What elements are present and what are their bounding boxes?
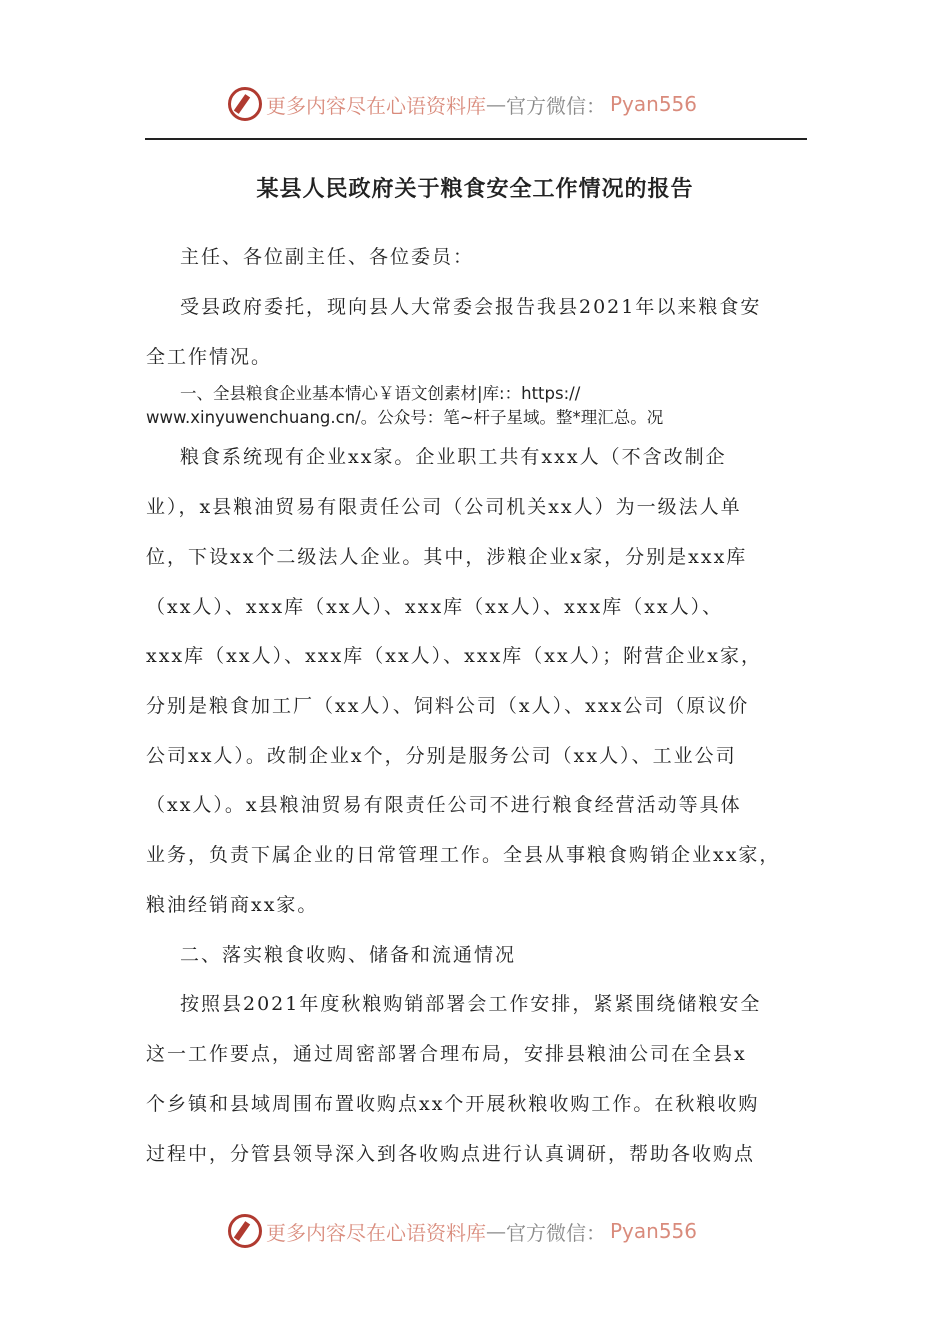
paragraph-line: 分别是粮食加工厂（xx人）、饲料公司（x人）、xxx公司（原议价 [146,695,750,717]
paragraph-line: xxx库（xx人）、xxx库（xx人）、xxx库（xx人）；附营企业x家， [146,645,762,667]
watermark-label: 官方微信： [506,1220,606,1245]
section-heading-2: 二、落实粮食收购、储备和流通情况 [180,944,517,966]
watermark-brand: 更多内容尽在心语资料库 [266,93,486,118]
paragraph-line: 业务，负责下属企业的日常管理工作。全县从事粮食购销企业xx家， [146,844,781,866]
section-heading-1: 一、全县粮食企业基本情心￥语文创素材|库:：https:// [180,384,581,403]
paragraph-line: （xx人）、xxx库（xx人）、xxx库（xx人）、xxx库（xx人）、 [146,596,724,618]
watermark-sep: — [486,92,506,116]
pen-logo-icon [228,1214,262,1248]
watermark-label: 官方微信： [506,93,606,118]
section-heading-1-cont: www.xinyuwenchuang.cn/。公众号：笔~杆子星域。整*理汇总。况 [146,408,664,427]
paragraph-line: 个乡镇和县域周围布置收购点xx个开展秋粮收购工作。在秋粮收购 [146,1093,760,1115]
paragraph-line: 粮食系统现有企业xx家。企业职工共有xxx人（不含改制企 [180,446,727,468]
paragraph-line: 这一工作要点，通过周密部署合理布局，安排县粮油公司在全县x [146,1043,747,1065]
footer-watermark [228,1211,697,1251]
paragraph-line: 按照县2021年度秋粮购销部署会工作安排，紧紧围绕储粮安全 [180,993,762,1015]
paragraph-line: 业），x县粮油贸易有限责任公司（公司机关xx人）为一级法人单 [146,496,742,518]
document-title: 某县人民政府关于粮食安全工作情况的报告 [256,176,694,202]
watermark-id: Pyan556 [610,1219,698,1243]
watermark-id: Pyan556 [610,92,698,116]
paragraph-line: 公司xx人）。改制企业x个，分别是服务公司（xx人）、工业公司 [146,745,737,767]
header-rule [145,138,807,140]
header-watermark [228,84,697,124]
paragraph-line: 全工作情况。 [146,346,273,368]
watermark-sep: — [486,1219,506,1243]
salutation: 主任、各位副主任、各位委员： [180,246,475,268]
paragraph-line: 过程中，分管县领导深入到各收购点进行认真调研，帮助各收购点 [146,1143,756,1165]
paragraph-line: 粮油经销商xx家。 [146,894,319,916]
pen-logo-icon [228,87,262,121]
watermark-brand: 更多内容尽在心语资料库 [266,1220,486,1245]
paragraph-line: 位，下设xx个二级法人企业。其中，涉粮企业x家，分别是xxx库 [146,546,748,568]
paragraph-line: （xx人）。x县粮油贸易有限责任公司不进行粮食经营活动等具体 [146,794,742,816]
paragraph-line: 受县政府委托，现向县人大常委会报告我县2021年以来粮食安 [180,296,762,318]
